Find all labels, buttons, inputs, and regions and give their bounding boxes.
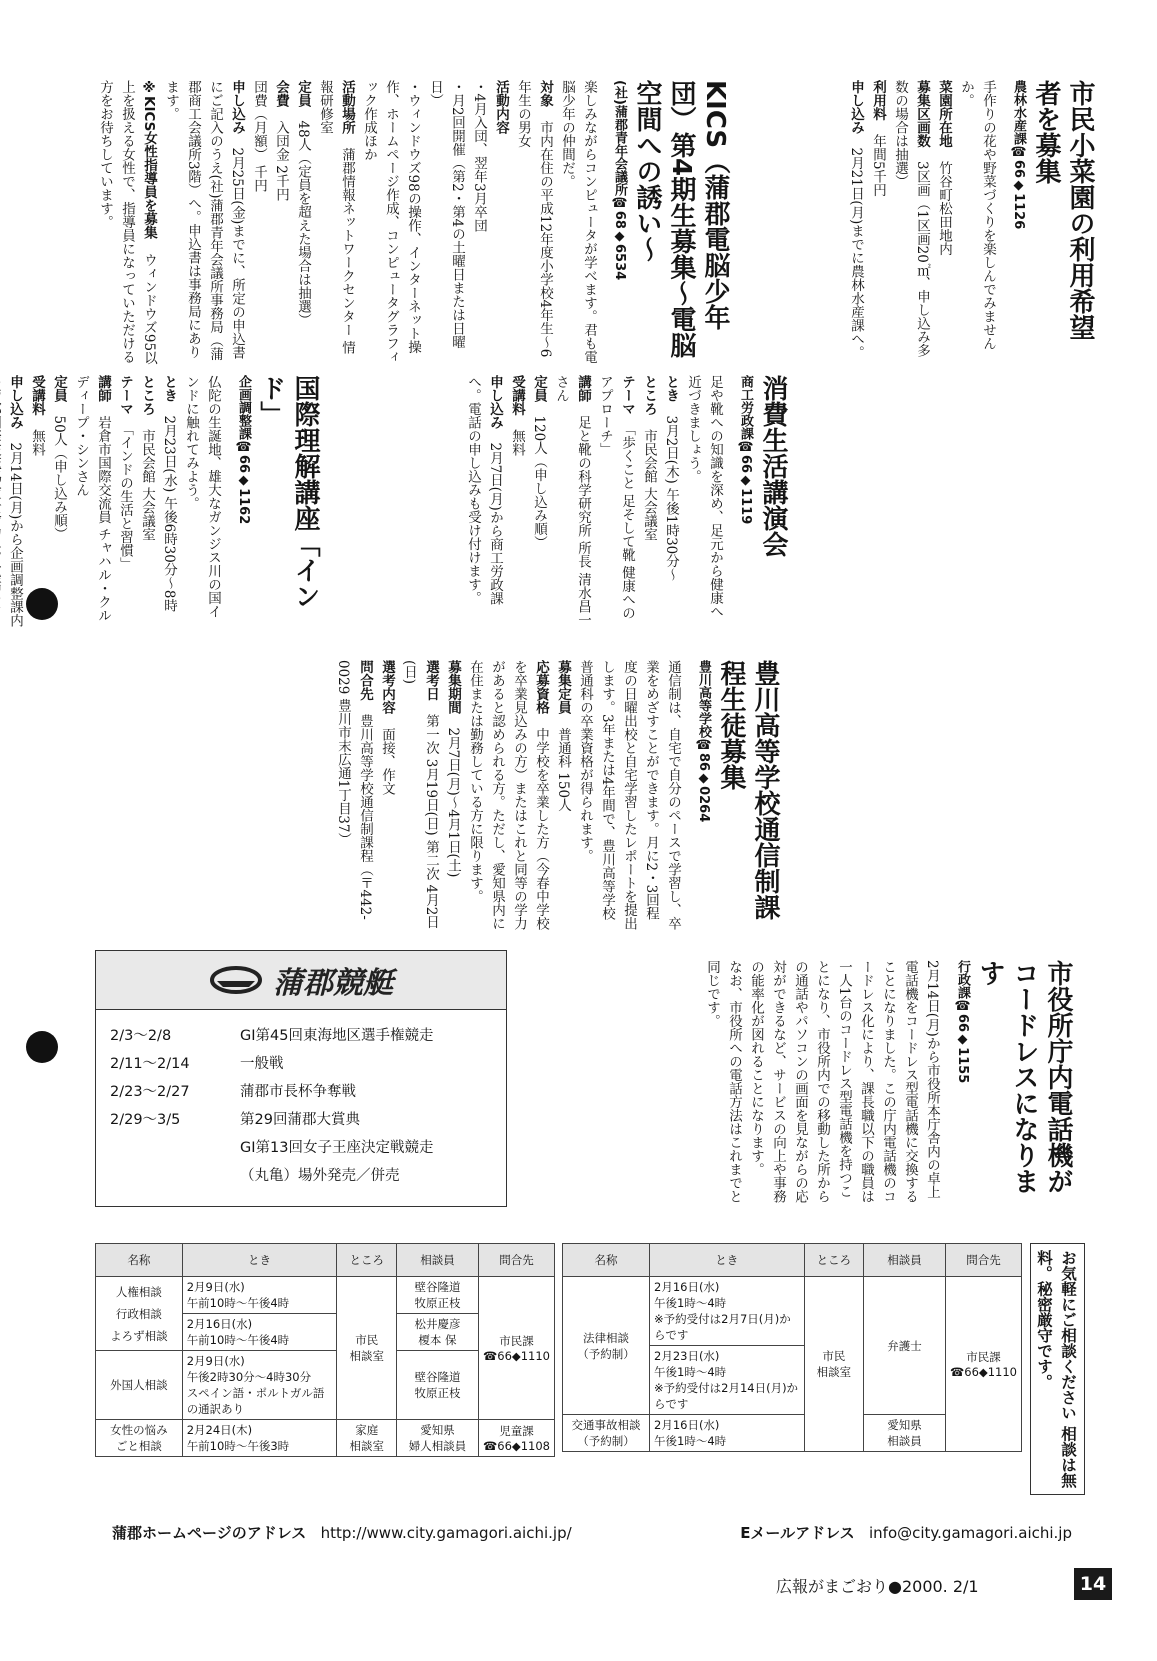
- article-line-text: ウィンドウズ95以上を扱える女性で、指導員になっていただける方をお待ちしています。: [97, 80, 157, 365]
- article-school: [92, 660, 782, 930]
- article-line-label: 講師: [95, 375, 111, 402]
- article-line-label: 活動内容: [493, 80, 509, 134]
- cell-staff: 壁谷隆道 牧原正枝: [397, 1351, 479, 1420]
- cell-place: 市民 相談室: [804, 1277, 864, 1452]
- cell-name: 交通事故相談 （予約制）: [563, 1415, 650, 1452]
- cell-name: 法律相談 （予約制）: [563, 1277, 650, 1415]
- article-line-label: 募集区画数: [914, 80, 930, 148]
- article-line: [468, 80, 490, 365]
- page-number: 14: [1074, 1568, 1112, 1600]
- article-line: [933, 80, 955, 365]
- article-line: [292, 80, 314, 365]
- article-title: KICS（蒲郡電脳少年団）第4期生募集〜電脳空間への誘い〜: [632, 80, 730, 359]
- article-line: [94, 80, 160, 365]
- article-dept: 豊川高等学校☎86◆0264: [696, 660, 711, 823]
- article-india: [7, 375, 322, 630]
- article-line-label: 会費: [273, 80, 289, 107]
- article-line-label: ところ: [641, 375, 657, 416]
- article-line-text: ・4月入団、翌年3月卒団: [471, 80, 487, 233]
- article-line-label: 受講料: [29, 375, 45, 416]
- article-line: [464, 660, 552, 930]
- article-line-label: 定員: [531, 375, 547, 402]
- col-time: とき: [182, 1244, 337, 1277]
- article-line-text: 足と靴の科学研究所 所長 清水昌一さん: [553, 375, 591, 627]
- boat-schedule-row: [110, 1078, 492, 1106]
- boat-race-logo: 蒲郡競艇: [273, 966, 393, 1001]
- article-line-text: 2月7日(月)から商工労政課へ。電話の申し込みも受け付けます。: [465, 375, 503, 606]
- article-line-label: ところ: [139, 375, 155, 416]
- col-place: ところ: [804, 1244, 864, 1277]
- article-title: 市役所庁内電話機がコードレスになります: [975, 960, 1073, 1194]
- article-line-text: 竹谷町松田地内: [936, 161, 952, 256]
- binder-hole-bottom: [26, 1031, 58, 1063]
- col-place: ところ: [337, 1244, 397, 1277]
- boat-schedule-date: [110, 1162, 240, 1190]
- cell-time: 2月9日(水) 午前10時〜午後4時: [182, 1277, 337, 1314]
- cell-contact: 市民課 ☎66◆1110: [478, 1277, 554, 1420]
- boat-schedule-date: 2/29〜3/5: [110, 1112, 181, 1128]
- article-line-text: 面接、作文: [379, 727, 395, 795]
- article-line: [70, 375, 114, 630]
- article-dept: 企画調整課☎66◆1162: [236, 375, 251, 525]
- article-line-text: 入団金 2千円: [273, 120, 289, 201]
- article-kics: [92, 80, 732, 365]
- article-line-text: ・月2回開催（第2・第4の土曜日または日曜日）: [427, 80, 465, 349]
- article-line-text: 3区画（1区画20㎡、申し込み多数の場合は抽選）: [892, 80, 930, 358]
- boat-schedule-event: 一般戦: [240, 1056, 284, 1072]
- article-line: [638, 375, 660, 630]
- article-line: [462, 375, 506, 630]
- article-dept: (社)蒲郡青年会議所☎68◆6534: [612, 80, 627, 281]
- cell-place: 市民 相談室: [337, 1277, 397, 1420]
- boat-schedule-date: 2/11〜2/14: [110, 1056, 190, 1072]
- article-line-text: 手作りの花や野菜づくりを楽しんでみませんか。: [958, 80, 996, 350]
- cell-staff: 松井慶彦 榎本 保: [397, 1314, 479, 1351]
- cell-time: 2月24日(木) 午前10時〜午後3時: [182, 1420, 337, 1457]
- article-line-label: 活動場所: [339, 80, 355, 134]
- article-line-label: 応募資格: [533, 660, 549, 714]
- article-line-label: テーマ: [619, 375, 635, 416]
- article-line: [358, 80, 424, 365]
- boat-race-box: [95, 950, 507, 1207]
- article-line-label: 問合先: [357, 660, 373, 701]
- cell-time: 2月23日(水) 午後1時〜4時 ※予約受付は2月14日(月)からです: [650, 1346, 805, 1415]
- article-consumer: [330, 375, 790, 630]
- publication-name: 広報がまごおり●2000. 2/1: [776, 1577, 979, 1596]
- article-line-text: 「インドの生活と習慣」: [117, 429, 133, 571]
- article-line: [955, 80, 999, 365]
- boat-schedule-event: 第29回蒲郡大賞典: [240, 1112, 360, 1128]
- article-line-label: とき: [161, 375, 177, 402]
- article-line: [845, 80, 867, 365]
- article-line-text: 楽しみながらコンピュータが学べます。君も電脳少年の仲間だ。: [559, 80, 597, 364]
- article-line: [0, 375, 26, 630]
- table-header-row: [563, 1244, 1022, 1277]
- email-address: [740, 1522, 1072, 1543]
- article-line: [136, 375, 158, 630]
- article-line: [512, 80, 556, 365]
- article-line: [180, 375, 224, 630]
- article-line-label: 申し込み: [848, 80, 864, 134]
- cell-place: 家庭 相談室: [337, 1420, 397, 1457]
- article-dept: 農林水産課☎66◆1126: [1011, 80, 1026, 230]
- table-row: [96, 1420, 555, 1457]
- article-line-text: 仏陀の生誕地、雄大なガンジス川の国インドに触れてみよう。: [183, 375, 221, 618]
- article-line-text: 2月25日(金)までに、所定の申込書にご記入のうえ(社)蒲郡青年会議所事務局（蒲郡商工会議所3階）へ。申込書は事務局にあります。: [163, 80, 245, 361]
- article-line: [552, 660, 574, 930]
- article-line-label: ※KICS女性指導員を募集: [141, 80, 157, 240]
- consult-table-right: [562, 1243, 1022, 1452]
- article-line-text: 年間5千円: [870, 134, 886, 197]
- cell-staff: 弁護士: [864, 1277, 946, 1415]
- article-line-text: 2月21日(月)までに農林水産課へ。: [848, 147, 864, 360]
- boat-schedule-row: [110, 1022, 492, 1050]
- article-line-label: 募集定員: [555, 660, 571, 714]
- homepage-address: [112, 1522, 572, 1543]
- article-line: [248, 80, 270, 365]
- article-body: [332, 660, 684, 930]
- article-line: [160, 80, 248, 365]
- article-dept: 商工労政課☎66◆1119: [738, 375, 753, 525]
- article-line-label: 申し込み: [7, 375, 23, 429]
- article-line-text: 足や靴への知識を深め、足元から健康へ近づきましょう。: [685, 375, 723, 618]
- article-line-text: なお、市役所への電話方法はこれまでと同じです。: [704, 960, 742, 1203]
- article-line: [270, 80, 292, 365]
- boat-schedule-date: 2/3〜2/8: [110, 1028, 172, 1044]
- article-line: [528, 375, 550, 630]
- article-line-label: 対象: [537, 80, 553, 107]
- col-contact: 問合先: [945, 1244, 1021, 1277]
- article-line-text: 無料: [509, 429, 525, 456]
- boat-schedule-event: GⅠ第45回東海地区選手権競走: [240, 1028, 434, 1044]
- article-line: [376, 660, 398, 930]
- article-line: [660, 375, 682, 630]
- col-staff: 相談員: [864, 1244, 946, 1277]
- article-line-label: 選考日: [423, 660, 439, 701]
- article-line: [550, 375, 594, 630]
- article-line-text: 岩倉市国際交流員 チャハル・クルディープ・シンさん: [73, 375, 111, 623]
- article-line-label: 講師: [575, 375, 591, 402]
- boat-schedule-row: [110, 1162, 492, 1190]
- table-header-row: [96, 1244, 555, 1277]
- article-line: [867, 80, 889, 365]
- article-line: [26, 375, 48, 630]
- homepage-label: 蒲郡ホームページのアドレス: [112, 1524, 307, 1542]
- article-line-text: ・ウィンドウズ98の操作、インターネット操作、ホームページ作成、コンピュータグラフィック作成ほか: [361, 80, 421, 364]
- article-line-text: 2月23日(水) 午後6時30分〜8時: [161, 415, 177, 612]
- article-line: [506, 375, 528, 630]
- article-line-label: 申し込み: [487, 375, 503, 429]
- article-line-text: 豊川高等学校通信制課程（〒442-0029 豊川市末広通1丁目37）: [335, 660, 373, 920]
- article-line-label: 申し込み: [229, 80, 245, 134]
- article-line-text: 通信制は、自宅で自分のペースで学習し、卒業をめざすことができます。月に2・3回程度の日曜出校と自宅学習したレポートを提出します。3年または4年間で、豊川高等学校普通科の卒業資格が得られます。: [577, 660, 681, 930]
- article-line-text: 2月14日(月)から企画調整課内: [7, 442, 23, 628]
- col-staff: 相談員: [397, 1244, 479, 1277]
- cell-time: 2月16日(水) 午後1時〜4時: [650, 1415, 805, 1452]
- boat-race-header: [96, 951, 506, 1010]
- article-line: [332, 660, 376, 930]
- article-body: [845, 80, 999, 365]
- article-line-label: とき: [663, 375, 679, 402]
- article-line-text: 蒲郡情報ネットワークセンター 情報研修室: [317, 80, 355, 355]
- article-line: [442, 660, 464, 930]
- consult-note: お気軽にご相談ください 相談は無料。秘密厳守です。: [1030, 1243, 1085, 1495]
- article-allotment: [797, 80, 1097, 365]
- article-line: [48, 375, 70, 630]
- article-dept: 行政課☎66◆1155: [955, 960, 970, 1084]
- article-line-label: テーマ: [117, 375, 133, 416]
- cell-contact: 児童課 ☎66◆1108: [478, 1420, 554, 1457]
- article-line-label: 選考内容: [379, 660, 395, 714]
- article-line-text: 市内在住の平成12年度小学校4年生〜6年生の男女: [515, 80, 553, 358]
- article-line-text: 48人（定員を超えた場合は抽選）: [295, 120, 311, 327]
- col-contact: 問合先: [478, 1244, 554, 1277]
- article-line: [424, 80, 468, 365]
- article-line-text: 「歩くこと 足そして靴 健康へのアプローチ」: [597, 375, 635, 620]
- cell-staff: 愛知県 相談員: [864, 1415, 946, 1452]
- article-title: 豊川高等学校通信制課程生徒募集: [716, 660, 780, 920]
- article-line: [398, 660, 442, 930]
- footer-addresses: [112, 1522, 1072, 1543]
- article-line-label: 受講料: [509, 375, 525, 416]
- boat-logo-icon: [209, 965, 263, 995]
- boat-schedule-date: [110, 1134, 240, 1162]
- article-line-text: 市民会館 大会議室: [641, 429, 657, 542]
- article-line-text: 団費（月額） 千円: [251, 80, 267, 193]
- article-title: 国際理解講座「インド」: [256, 375, 320, 609]
- col-name: 名称: [96, 1244, 183, 1277]
- article-line: [594, 375, 638, 630]
- col-time: とき: [650, 1244, 805, 1277]
- article-line-label: 菜園所在地: [936, 80, 952, 148]
- boat-schedule-event: （丸亀）場外発売／併売: [240, 1168, 400, 1184]
- cell-time: 2月16日(水) 午後1時〜4時 ※予約受付は2月7日(月)からです: [650, 1277, 805, 1346]
- article-line: [314, 80, 358, 365]
- cell-time: 2月9日(水) 午後2時30分〜4時30分 スペイン語・ポルトガル語の通訳あり: [182, 1351, 337, 1420]
- article-line-text: 2月7日(月)〜4月1日(土): [445, 727, 461, 878]
- article-line: [114, 375, 136, 630]
- boat-schedule-event: GⅠ第13回女子王座決定戦競走: [240, 1140, 434, 1156]
- article-body: [94, 80, 600, 365]
- article-line-text: 50人（申し込み順）: [51, 415, 67, 541]
- article-line-text: 市民会館 大会議室: [139, 429, 155, 542]
- article-line-text: 無料: [29, 429, 45, 456]
- article-line: [158, 375, 180, 630]
- article-line: [574, 660, 684, 930]
- article-phone: [510, 960, 1075, 1210]
- table-row: [96, 1277, 555, 1314]
- article-line-text: 第一次 3月19日(日) 第二次 4月2日(日): [401, 660, 439, 929]
- article-line-text: 普通科 150人: [555, 727, 571, 812]
- email-link[interactable]: info@city.gamagori.aichi.jp: [869, 1524, 1072, 1542]
- article-body: [462, 375, 726, 630]
- boat-schedule-row: [110, 1106, 492, 1134]
- article-line: [701, 960, 745, 1210]
- article-line-label: 定員: [295, 80, 311, 107]
- article-line-label: 定員: [51, 375, 67, 402]
- cell-name: 女性の悩み ごと相談: [96, 1420, 183, 1457]
- cell-contact: 市民課 ☎66◆1110: [945, 1277, 1021, 1452]
- article-line-text: 中学校を卒業した方（今春中学校を卒業見込みの方）またはこれと同等の学力があると認められる方。ただし、愛知県内に在住または勤務している方に限ります。: [467, 660, 549, 930]
- article-title: 市民小菜園の利用希望者を募集: [1031, 80, 1095, 340]
- article-line: [745, 960, 943, 1210]
- table-row: [563, 1277, 1022, 1346]
- article-line: [682, 375, 726, 630]
- email-label: Eメールアドレス: [740, 1524, 855, 1542]
- article-line-label: 募集期間: [445, 660, 461, 714]
- article-line-text: 120人（申し込み順）: [531, 415, 547, 550]
- boat-schedule-row: [110, 1134, 492, 1162]
- article-line-text: 3月2日(木) 午後1時30分〜: [663, 415, 679, 582]
- boat-schedule-date: 2/23〜2/27: [110, 1084, 190, 1100]
- cell-time: 2月16日(水) 午前10時〜午後4時: [182, 1314, 337, 1351]
- cell-name: 外国人相談: [96, 1351, 183, 1420]
- article-line: [490, 80, 512, 365]
- article-line: [556, 80, 600, 365]
- article-title: 消費生活講演会: [758, 375, 788, 557]
- col-name: 名称: [563, 1244, 650, 1277]
- cell-staff: 愛知県 婦人相談員: [397, 1420, 479, 1457]
- consult-table-left: [95, 1243, 555, 1457]
- article-line: [889, 80, 933, 365]
- boat-schedule-event: 蒲郡市長杯争奪戦: [240, 1084, 356, 1100]
- boat-schedule-row: [110, 1050, 492, 1078]
- article-line-text: 2月14日(月)から市役所本庁舎内の卓上電話機をコードレス型電話機に交換することになりました。この庁内電話機のコードレス化により、課長職以下の職員は一人1台のコードレス型電話機を持つことになり、市役所内での移動した所からの通話やパソコンの画面を見ながらの応対ができるなど、サービスの向上や事務の能率化が図れることになります。: [748, 960, 940, 1203]
- cell-staff: 壁谷隆道 牧原正枝: [397, 1277, 479, 1314]
- article-body: [701, 960, 943, 1210]
- article-line-label: 利用料: [870, 80, 886, 121]
- article-body: [0, 375, 224, 630]
- homepage-link[interactable]: http://www.city.gamagori.aichi.jp/: [320, 1524, 572, 1542]
- boat-race-schedule: [96, 1010, 506, 1202]
- cell-name: 人権相談 行政相談 よろず相談: [96, 1277, 183, 1351]
